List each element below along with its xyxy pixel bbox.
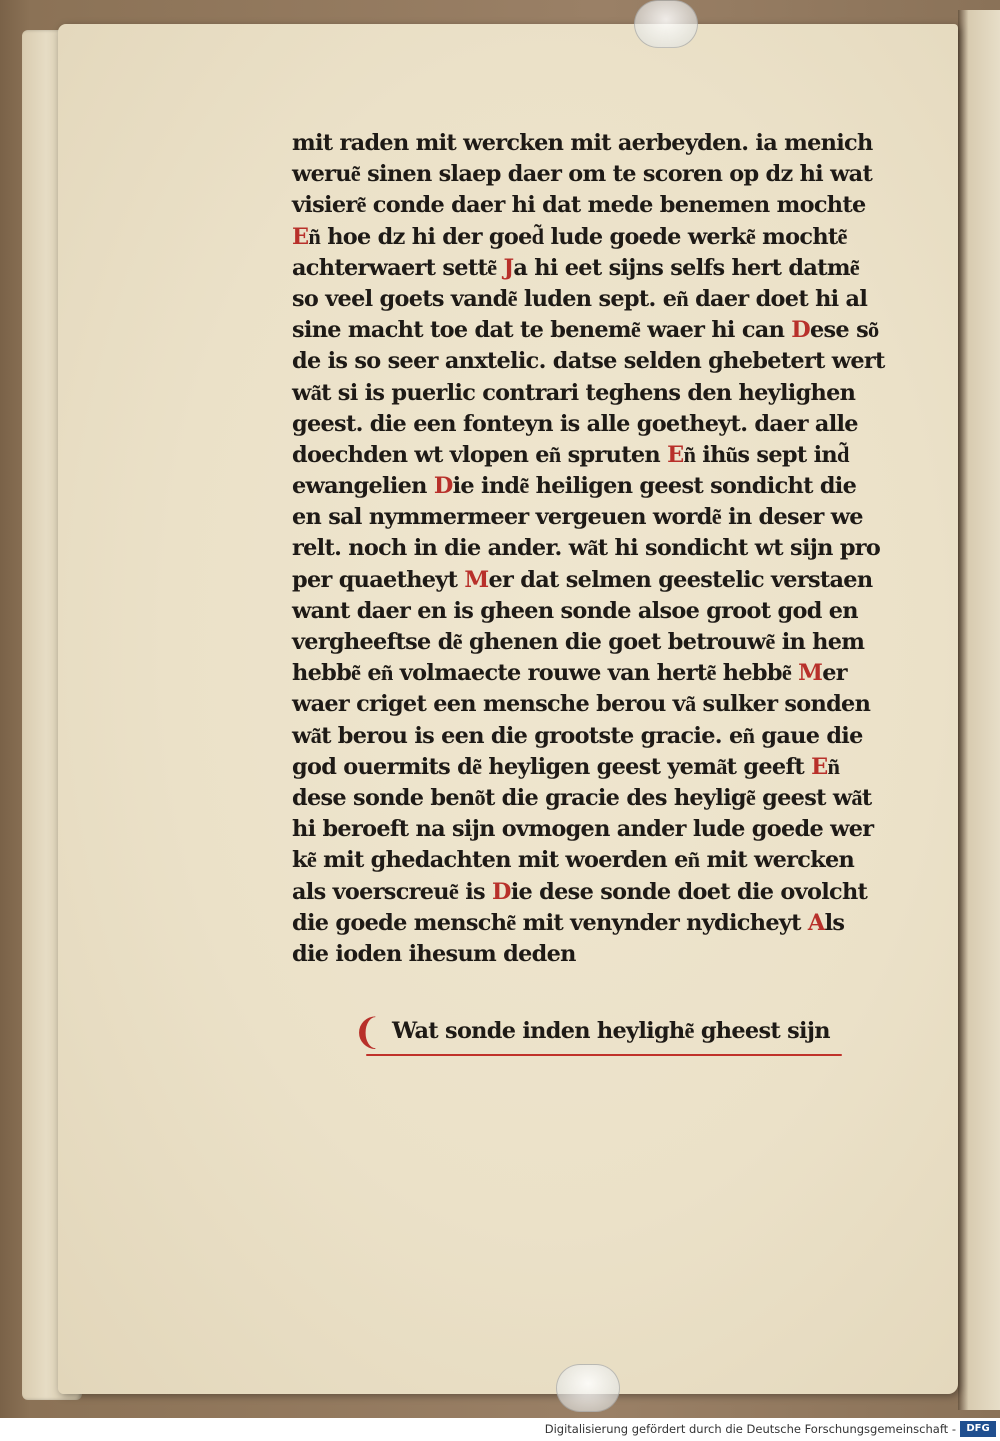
text-line — [292, 222, 882, 253]
line-text: ls — [824, 909, 845, 936]
text-line — [292, 378, 882, 409]
text-line — [292, 502, 882, 533]
line-text: relt. noch in die ander. wa͂t hi sondicht wt sijn pro — [292, 535, 881, 562]
line-text: ewangelien — [292, 473, 434, 500]
pilcrow-mark: ❨ — [352, 1012, 383, 1053]
line-text: er — [822, 660, 847, 687]
heading-text: Wat sonde inden heylighe͂ gheest sijn — [392, 1018, 830, 1044]
line-text: so veel goets vande͂ luden sept. en͂ daer doet hi al — [292, 285, 868, 312]
line-text: wa͂t si is puerlic contrari teghens den heylighen — [292, 379, 856, 406]
line-text: er dat selmen geestelic verstaen — [488, 566, 873, 593]
line-text: visiere͂ conde daer hi dat mede benemen mochte — [292, 192, 866, 219]
line-text: en sal nymmermeer vergeuen worde͂ in deser we — [292, 504, 863, 531]
line-text: ie inde͂ heiligen geest sondicht die — [452, 473, 857, 500]
line-text: dese sonde beno͂t die gracie des heylige͂ geest wa͂t — [292, 784, 872, 811]
line-text: wa͂t berou is een die grootste gracie. en͂ gaue die — [292, 722, 863, 749]
text-line — [292, 658, 882, 689]
line-text: waer criget een mensche berou va͂ sulker sonden — [292, 691, 871, 718]
text-line — [292, 253, 882, 284]
line-text: mit raden mit wercken mit aerbeyden. ia menich — [292, 130, 873, 156]
line-text: ese so͂ — [809, 317, 879, 344]
text-line — [292, 128, 882, 159]
rubricated-initial: D — [433, 473, 453, 500]
text-line — [292, 814, 882, 845]
text-line — [292, 533, 882, 564]
line-text: n͂ hoe dz hi der goed͂ lude goede werke͂ mochte͂ — [308, 223, 847, 250]
line-text: als voerscreue͂ is — [292, 878, 493, 905]
rubricated-initial: D — [492, 878, 511, 905]
text-line — [292, 315, 882, 346]
text-line — [292, 908, 882, 939]
text-line — [292, 939, 882, 970]
line-text: per quaetheyt — [292, 566, 465, 593]
text-line — [292, 409, 882, 440]
red-underline — [366, 1054, 842, 1056]
text-line — [292, 159, 882, 190]
text-line — [292, 596, 882, 627]
line-text: doechden wt vlopen en͂ spruten — [292, 441, 668, 468]
text-line — [292, 877, 882, 908]
text-line — [292, 190, 882, 221]
rubricated-initial: E — [667, 441, 684, 468]
line-text: die ioden ihesum deden — [292, 940, 576, 967]
line-text: n͂ — [827, 753, 840, 780]
line-text: ie dese sonde doet die ovolcht — [510, 878, 868, 905]
rubricated-initial: M — [798, 660, 823, 687]
text-line — [292, 845, 882, 876]
dfg-logo: DFG — [960, 1421, 996, 1437]
text-line — [292, 284, 882, 315]
line-text: ke͂ mit ghedachten mit woerden en͂ mit wercken — [292, 847, 855, 874]
footer-credit: Digitalisierung gefördert durch die Deutsche Forschungsgemeinschaft - — [544, 1422, 956, 1436]
line-text: die goede mensche͂ mit venynder nydicheyt — [292, 909, 808, 936]
page-clip-bottom — [556, 1364, 620, 1412]
line-text: hebbe͂ en͂ volmaecte rouwe van herte͂ hebbe͂ — [292, 660, 799, 687]
rubricated-initial: A — [807, 909, 825, 936]
text-line — [292, 440, 882, 471]
text-line — [292, 721, 882, 752]
body-text — [292, 128, 885, 970]
line-text: achterwaert sette͂ — [292, 254, 504, 281]
rubricated-initial: J — [503, 254, 514, 281]
line-text: vergheeftse de͂ ghenen die goet betrouwe͂ in hem — [292, 629, 865, 655]
text-line — [292, 689, 882, 720]
line-text: god ouermits de͂ heyligen geest yema͂t geeft — [292, 753, 812, 780]
text-line — [292, 565, 882, 596]
rubricated-initial: M — [464, 566, 489, 593]
text-line — [292, 783, 882, 814]
rubricated-initial: E — [811, 753, 828, 780]
section-heading — [352, 1014, 842, 1058]
line-text: a hi eet sijns selfs hert datme͂ — [513, 254, 860, 281]
line-text: n͂ ihu͂s sept ind͂ — [683, 441, 849, 468]
rubricated-initial: D — [791, 317, 810, 344]
footer-bar — [0, 1418, 1000, 1441]
text-line — [292, 752, 882, 783]
rubricated-initial: E — [292, 223, 309, 250]
line-text: de is so seer anxtelic. datse selden ghebetert wert — [292, 348, 885, 375]
line-text: geest. die een fonteyn is alle goetheyt. daer alle — [292, 410, 858, 437]
text-line — [292, 627, 882, 658]
line-text: werue͂ sinen slaep daer om te scoren op dz hi wat — [292, 161, 873, 188]
facing-page-edge — [958, 10, 1000, 1410]
line-text: want daer en is gheen sonde alsoe groot god en — [292, 597, 858, 624]
page-clip-top — [634, 0, 698, 48]
line-text: sine macht toe dat te beneme͂ waer hi can — [292, 317, 792, 344]
line-text: hi beroeft na sijn ovmogen ander lude goede wer — [292, 816, 874, 843]
text-line — [292, 471, 882, 502]
text-line — [292, 346, 885, 377]
